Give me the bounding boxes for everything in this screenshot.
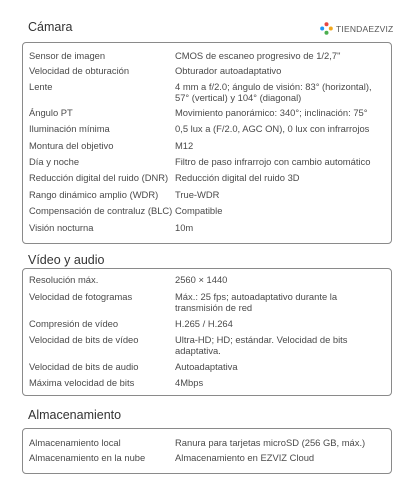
spec-value: 2560 × 1440 [175, 274, 228, 285]
section-title-almacenamiento: Almacenamiento [28, 408, 122, 422]
spec-value: 4Mbps [175, 377, 204, 388]
spec-label: Velocidad de obturación [29, 65, 130, 76]
spec-label: Visión nocturna [29, 222, 94, 233]
spec-label: Reducción digital del ruido (DNR) [29, 172, 169, 183]
spec-label: Sensor de imagen [29, 50, 106, 61]
spec-value: Compatible [175, 205, 223, 216]
spec-value: Obturador autoadaptativo [175, 65, 282, 76]
spec-value: Reducción digital del ruido 3D [175, 172, 300, 183]
spec-label: Montura del objetivo [29, 140, 114, 151]
brand-name: TIENDAEZVIZ [336, 23, 394, 34]
spec-value: CMOS de escaneo progresivo de 1/2,7" [175, 50, 341, 61]
spec-label: Ángulo PT [29, 107, 73, 118]
spec-label: Rango dinámico amplio (WDR) [29, 189, 159, 200]
spec-box-camara [22, 42, 392, 244]
spec-label: Velocidad de bits de audio [29, 361, 139, 372]
section-title-video-audio: Vídeo y audio [28, 253, 105, 267]
spec-label: Velocidad de fotogramas [29, 291, 133, 302]
brand-logo [320, 22, 393, 35]
spec-box-video-audio [22, 268, 392, 396]
spec-value: 0,5 lux a (F/2.0, AGC ON), 0 lux con infrarrojos [175, 123, 370, 134]
spec-value: Ranura para tarjetas microSD (256 GB, máx.) [175, 437, 366, 448]
spec-label: Día y noche [29, 156, 80, 167]
spec-label: Compresión de vídeo [29, 318, 119, 329]
spec-label: Resolución máx. [29, 274, 99, 285]
spec-value: H.265 / H.264 [175, 318, 233, 329]
spec-label: Máxima velocidad de bits [29, 377, 135, 388]
spec-label: Iluminación mínima [29, 123, 110, 134]
spec-value: 4 mm a f/2.0; ángulo de visión: 83° (horizontal), 57° (vertical) y 104° (diagonal) [175, 81, 372, 103]
spec-label: Almacenamiento en la nube [29, 452, 146, 463]
spec-label: Velocidad de bits de vídeo [29, 334, 139, 345]
spec-value: Almacenamiento en EZVIZ Cloud [175, 452, 315, 463]
spec-value: True-WDR [175, 189, 220, 200]
spec-value: Ultra-HD; HD; estándar. Velocidad de bits adaptativa. [175, 334, 348, 356]
spec-value: M12 [175, 140, 194, 151]
section-title-camara: Cámara [28, 20, 73, 34]
spec-value: Movimiento panorámico: 340°; inclinación: 75° [175, 107, 368, 118]
spec-value: Máx.: 25 fps; autoadaptativo durante la transmisión de red [175, 291, 338, 313]
spec-label: Compensación de contraluz (BLC) [29, 205, 173, 216]
spec-value: Autoadaptativa [175, 361, 238, 372]
spec-label: Lente [29, 81, 53, 92]
ezviz-logo-icon [320, 22, 333, 35]
spec-value: Filtro de paso infrarrojo con cambio automático [175, 156, 371, 167]
spec-value: 10m [175, 222, 194, 233]
spec-label: Almacenamiento local [29, 437, 121, 448]
spec-box-almacenamiento [22, 428, 392, 474]
